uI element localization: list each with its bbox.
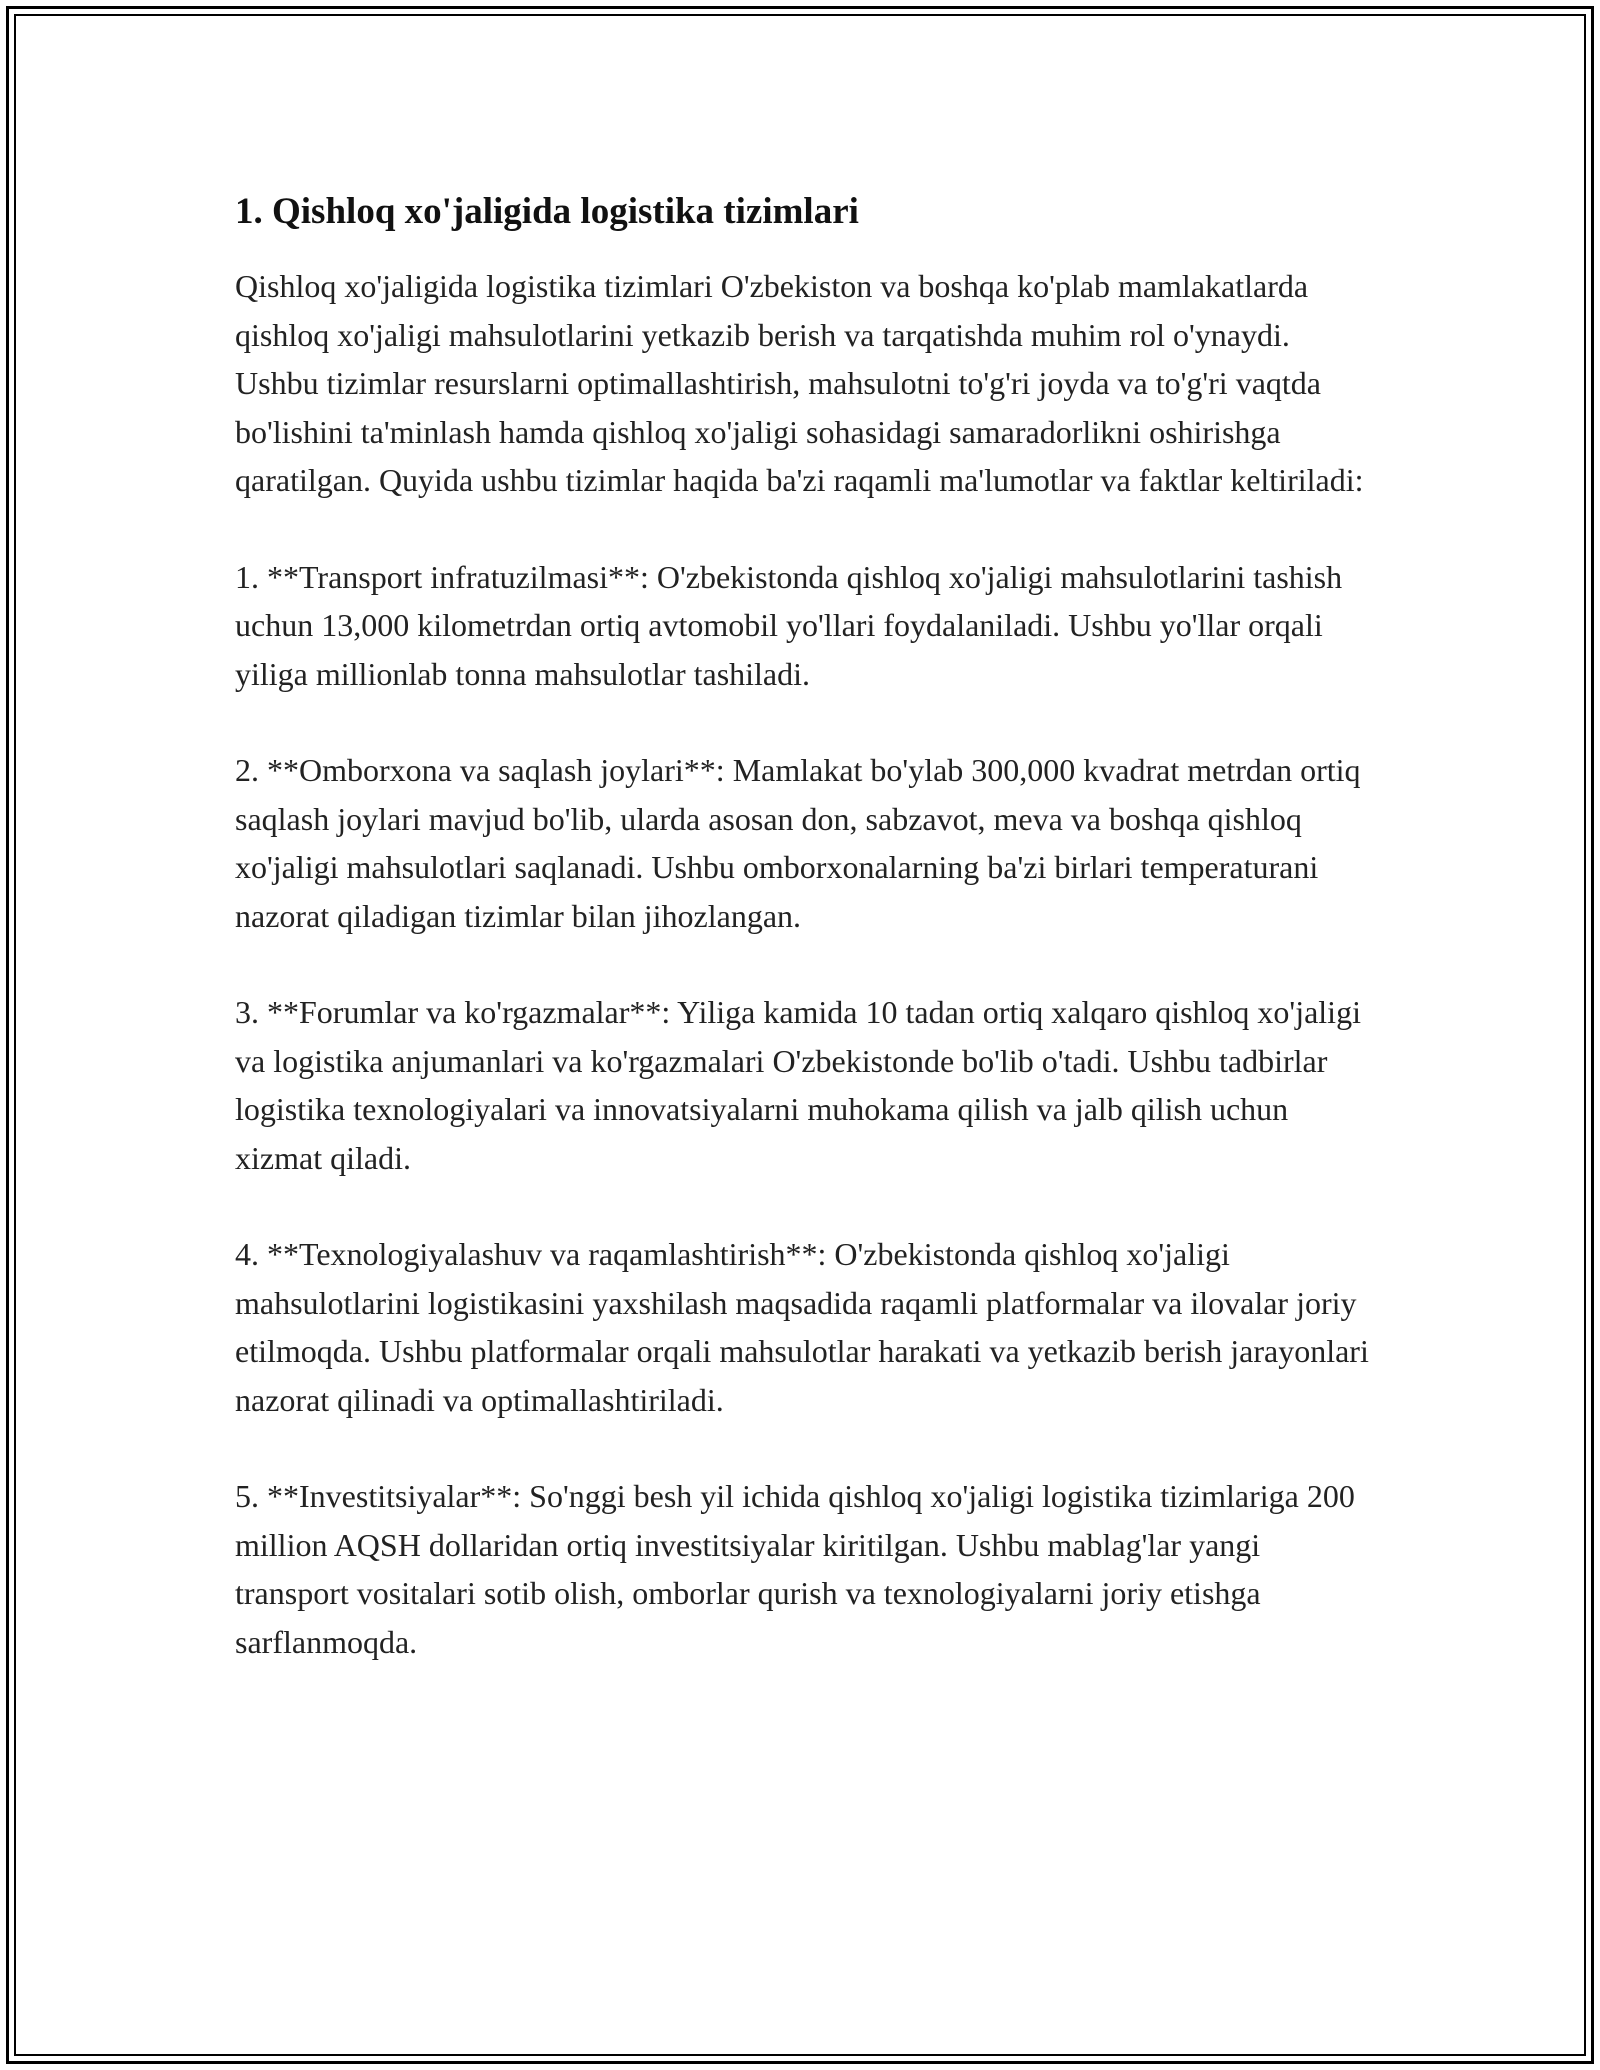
- list-item-warehouses: 2. **Omborxona va saqlash joylari**: Mamlakat bo'ylab 300,000 kvadrat metrdan ortiq saqlash joylari mavjud bo'lib, ularda asosan don, sabzavot, meva va boshqa qishloq xo'jaligi mahsulotlari saqlanadi. Ushbu omborxonalarning ba'zi birlari temperaturani nazorat qiladigan tizimlar bilan jihozlangan.: [235, 752, 1361, 934]
- intro-paragraph: Qishloq xo'jaligida logistika tizimlari O'zbekiston va boshqa ko'plab mamlakatlarda qishloq xo'jaligi mahsulotlarini yetkazib berish va tarqatishda muhim rol o'ynaydi. Ushbu tizimlar resurslarni optimallashtirish, mahsulotni to'g'ri joyda va to'g'ri vaqtda bo'lishini ta'minlash hamda qishloq xo'jaligi sohasidagi samaradorlikni oshirishga qaratilgan. Quyida ushbu tizimlar haqida ba'zi raqamli ma'lumotlar va faktlar keltiriladi:: [235, 268, 1364, 498]
- list-item-transport: 1. **Transport infratuzilmasi**: O'zbekistonda qishloq xo'jaligi mahsulotlarini tashish uchun 13,000 kilometrdan ortiq avtomobil yo'llari foydalaniladi. Ushbu yo'llar orqali yiliga millionlab tonna mahsulotlar tashiladi.: [235, 558, 1343, 692]
- list-item-forums: 3. **Forumlar va ko'rgazmalar**: Yiliga kamida 10 tadan ortiq xalqaro qishloq xo'jaligi va logistika anjumanlari va ko'rgazmalari O'zbekistonde bo'lib o'tadi. Ushbu tadbirlar logistika texnologiyalari va innovatsiyalarni muhokama qilish va jalb qilish uchun xizmat qiladi.: [235, 994, 1361, 1176]
- list-item-digitalization: 4. **Texnologiyalashuv va raqamlashtirish**: O'zbekistonda qishloq xo'jaligi mahsulotlarini logistikasini yaxshilash maqsadida raqamli platformalar va ilovalar joriy etilmoqda. Ushbu platformalar orqali mahsulotlar harakati va yetkazib berish jarayonlari nazorat qilinadi va optimallashtiriladi.: [235, 1236, 1369, 1418]
- document-body: [235, 188, 1375, 1714]
- list-item-investments: 5. **Investitsiyalar**: So'nggi besh yil ichida qishloq xo'jaligi logistika tizimlariga 200 million AQSH dollaridan ortiq investitsiyalar kiritilgan. Ushbu mablag'lar yangi transport vositalari sotib olish, omborlar qurish va texnologiyalarni joriy etishga sarflanmoqda.: [235, 1478, 1355, 1660]
- section-heading: 1. Qishloq xo'jaligida logistika tizimlari: [235, 191, 859, 232]
